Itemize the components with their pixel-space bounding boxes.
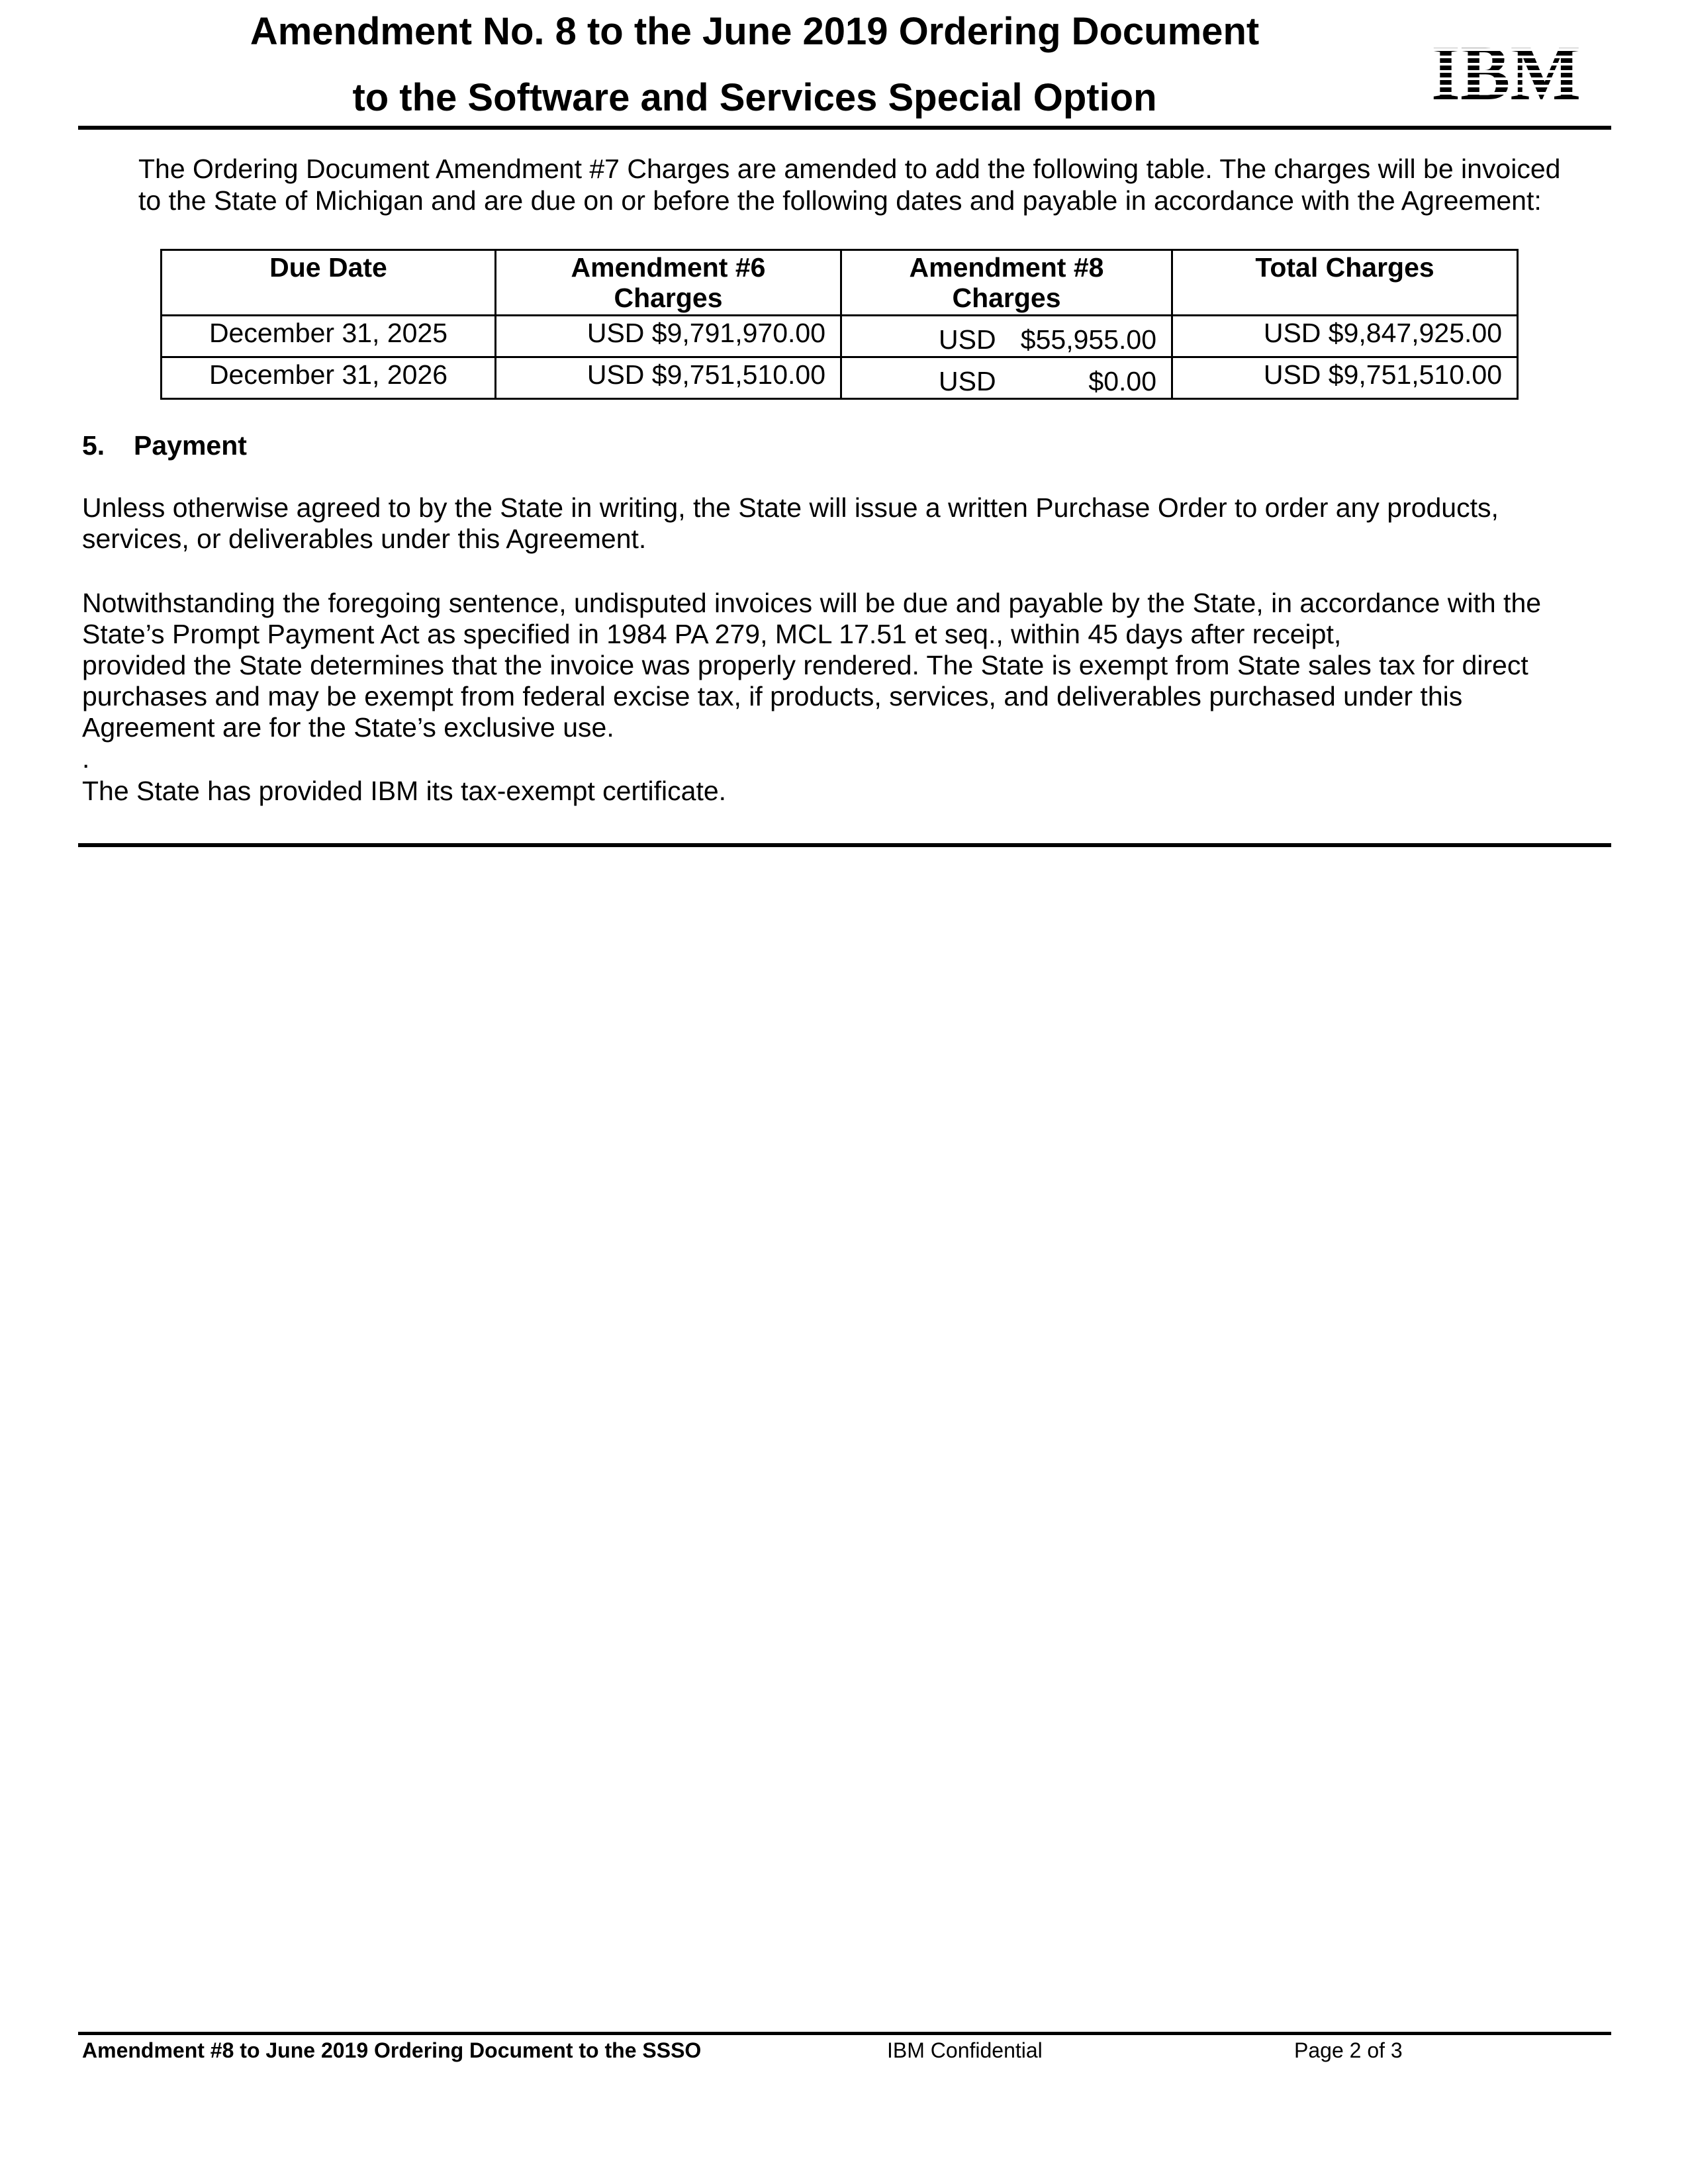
table-row (162, 316, 1518, 357)
paragraph-line: State’s Prompt Payment Act as specified in 1984 PA 279, MCL 17.51 et seq., within 45 days after receipt, (82, 619, 1342, 649)
table-header-row (162, 250, 1518, 316)
footer-document-name: Amendment #8 to June 2019 Ordering Document to the SSSO (82, 2038, 702, 2062)
table-row (162, 357, 1518, 399)
cell-amendment6: USD $9,751,510.00 (496, 357, 841, 399)
intro-line-1: The Ordering Document Amendment #7 Charges are amended to add the following table. The charges will be invoiced (138, 154, 1561, 184)
section-end-rule (78, 843, 1611, 847)
header-due-date-label: Due Date (269, 252, 387, 283)
cell-amendment6: USD $9,791,970.00 (496, 316, 841, 357)
header-amendment6-line1: Amendment #6 (571, 252, 766, 283)
cell-amendment8 (841, 357, 1172, 399)
header-due-date (162, 250, 496, 316)
header-total-charges (1172, 250, 1518, 316)
footer-page-number: Page 2 of 3 (1294, 2038, 1403, 2062)
paragraph-line: services, or deliverables under this Agreement. (82, 523, 647, 554)
footer-rule (78, 2032, 1611, 2035)
header-amendment8 (841, 250, 1172, 316)
footer-confidential: IBM Confidential (887, 2038, 1043, 2062)
intro-line-2: to the State of Michigan and are due on or before the following dates and payable in accordance with the Agreement: (138, 185, 1542, 216)
section-heading (82, 430, 247, 461)
paragraph-line: provided the State determines that the invoice was properly rendered. The State is exempt from State sales tax for direct (82, 650, 1528, 680)
cell-due-date: December 31, 2026 (162, 357, 496, 399)
header-amendment8-line1: Amendment #8 (909, 252, 1104, 283)
cell-amendment8-amount: $55,955.00 (1020, 324, 1156, 355)
section-number: 5. (82, 430, 105, 461)
cell-amendment8-currency: USD (939, 324, 996, 355)
paragraph-line: The State has provided IBM its tax-exempt certificate. (82, 776, 727, 806)
cell-total: USD $9,751,510.00 (1172, 357, 1518, 399)
header-amendment6 (496, 250, 841, 316)
cell-total: USD $9,847,925.00 (1172, 316, 1518, 357)
document-title-line-2: to the Software and Services Special Option (352, 76, 1157, 119)
header-rule (78, 126, 1611, 130)
cell-amendment8-amount: $0.00 (1088, 366, 1156, 396)
header-amendment8-line2: Charges (952, 283, 1061, 313)
section-title: Payment (134, 430, 247, 461)
charges-table (160, 249, 1519, 400)
ibm-logo (1430, 41, 1582, 105)
cell-amendment8-currency: USD (939, 366, 996, 396)
cell-amendment8 (841, 316, 1172, 357)
header-amendment6-line2: Charges (614, 283, 723, 313)
paragraph-dot: . (82, 743, 90, 774)
document-title-line-1: Amendment No. 8 to the June 2019 Ordering Document (250, 10, 1260, 53)
paragraph-line: Unless otherwise agreed to by the State in writing, the State will issue a written Purchase Order to order any products, (82, 492, 1499, 523)
cell-due-date: December 31, 2025 (162, 316, 496, 357)
paragraph-line: purchases and may be exempt from federal excise tax, if products, services, and deliverables purchased under this (82, 681, 1463, 711)
header-total-label: Total Charges (1255, 252, 1434, 283)
paragraph-line: Agreement are for the State’s exclusive use. (82, 712, 614, 743)
paragraph-line: Notwithstanding the foregoing sentence, undisputed invoices will be due and payable by the State, in accordance with the (82, 588, 1542, 618)
